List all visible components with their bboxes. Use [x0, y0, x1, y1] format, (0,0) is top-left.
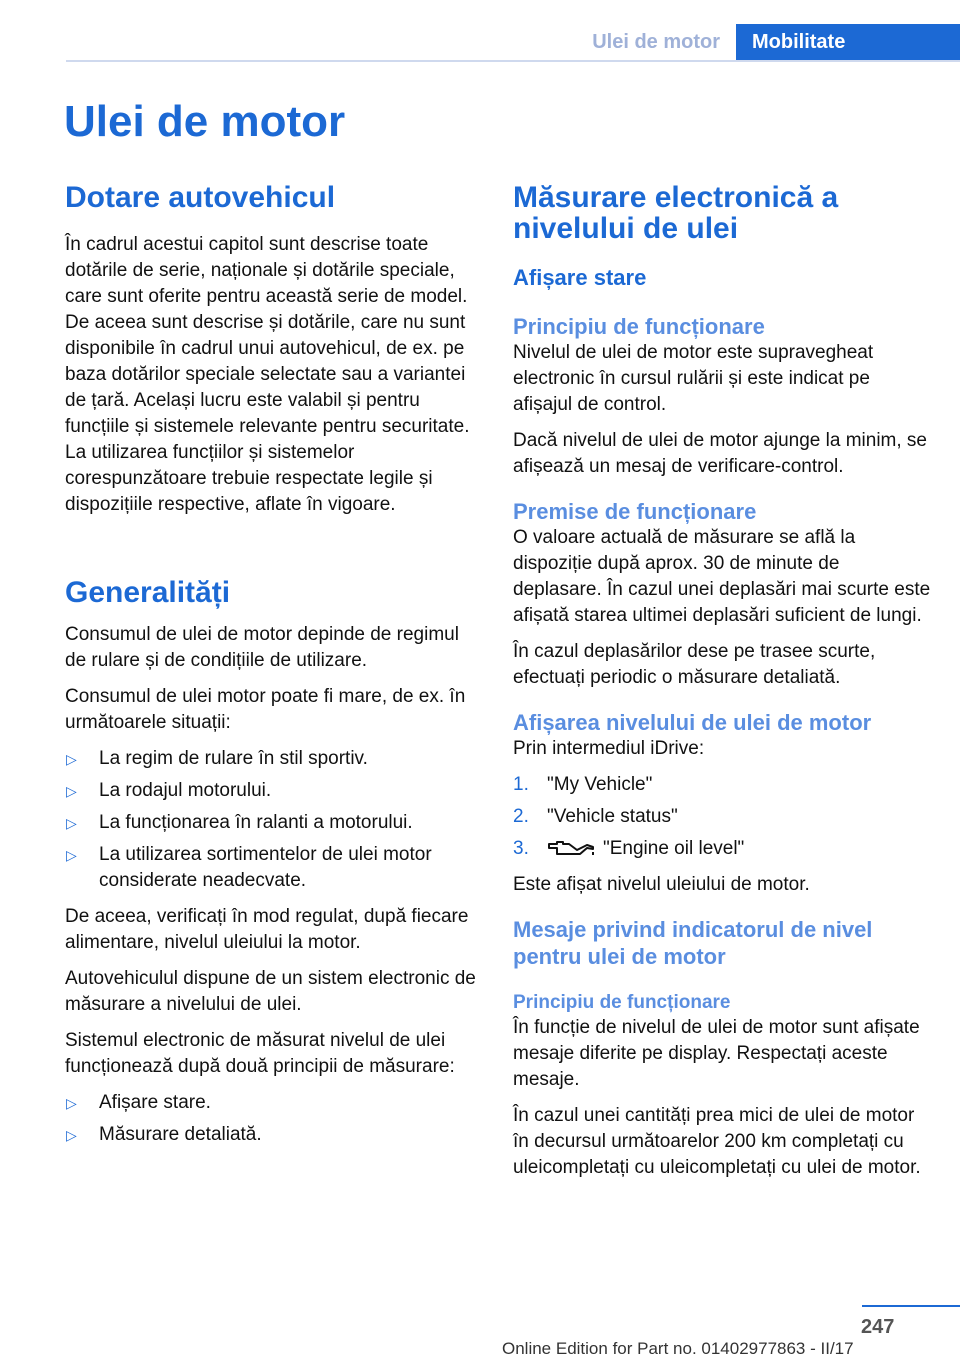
triangle-bullet-icon: ▷	[66, 783, 77, 799]
header-section-tab: Mobilitate	[736, 24, 960, 60]
oil-can-icon	[547, 839, 595, 857]
paragraph-general-3: De aceea, verificați în mod regulat, după fiecare alimentare, nivelul uleiului la motor.	[65, 906, 469, 953]
triangle-bullet-icon: ▷	[66, 847, 77, 863]
heading-afisare-stare: Afișare stare	[513, 265, 647, 290]
heading-principiu: Principiu de funcționare	[513, 314, 765, 339]
list-item: 1. "My Vehicle"	[513, 774, 653, 795]
left-column	[65, 182, 485, 1148]
heading-principiu-2: Principiu de funcționare	[513, 992, 731, 1013]
list-item: ▷ Afișare stare.	[65, 1090, 485, 1116]
list-item: ▷ La utilizarea sortimentelor de ulei motor considerate neadecvate.	[66, 844, 432, 891]
numbered-steps	[513, 772, 933, 862]
paragraph-general-2: Consumul de ulei motor poate fi mare, de ex. în următoarele situații:	[65, 686, 466, 733]
paragraph-principiu-1: Nivelul de ulei de motor este supravegheat electronic în cursul rulării și este indicat pe afișajul de control.	[513, 342, 874, 415]
page-title: Ulei de motor	[64, 97, 346, 146]
paragraph-mesaje-1: În funcție de nivelul de ulei de motor sunt afișate mesaje diferite pe display. Respectați aceste mesaje.	[513, 1017, 920, 1090]
paragraph-premise-1: O valoare actuală de măsurare se află la dispoziție după aprox. 30 de minute de deplasare. În cazul unei deplasări mai scurte este afișată starea ultimei deplasări suficient de lungi.	[513, 527, 931, 626]
header-chapter: Ulei de motor	[592, 31, 720, 53]
header-divider	[66, 60, 960, 62]
bullet-list-consumption	[65, 746, 485, 894]
triangle-bullet-icon: ▷	[66, 815, 77, 831]
paragraph-idrive: Prin intermediul iDrive:	[513, 738, 705, 759]
triangle-bullet-icon: ▷	[66, 751, 77, 767]
heading-masurare-electronica: Măsurare electronică a nivelului de ulei	[513, 181, 839, 245]
list-item: ▷ Măsurare detaliată.	[65, 1122, 485, 1148]
right-column	[513, 182, 933, 1181]
edition-note: Online Edition for Part no. 01402977863 - II/17	[502, 1339, 854, 1358]
triangle-bullet-icon: ▷	[66, 1095, 77, 1111]
heading-mesaje: Mesaje privind indicatorul de nivel pentru ulei de motor	[513, 917, 873, 969]
paragraph-dotare: În cadrul acestui capitol sunt descrise toate dotările de serie, naționale și dotările speciale, care sunt oferite pentru această serie de model. De aceea sunt descrise și dotările, care nu sunt disponibile în cadrul unui autovehicul, de ex. pe baza dotărilor speciale selectate sau a variantei de țară. Același lucru este valabil și pentru funcțiile și sistemele relevante pentru securitate. La utilizarea funcțiilor și sistemelor corespunzătoare trebuie respectate legile și dispozițiile respective, aflate în vigoare.	[65, 234, 470, 515]
bullet-list-principles	[65, 1090, 485, 1148]
paragraph-general-4: Autovehiculul dispune de un sistem electronic de măsurare a nivelului de ulei.	[65, 968, 476, 1015]
paragraph-afisat: Este afișat nivelul uleiului de motor.	[513, 874, 810, 895]
paragraph-premise-2: În cazul deplasărilor dese pe trasee scurte, efectuați periodic o măsurare detaliată.	[513, 641, 876, 688]
heading-dotare: Dotare autovehicul	[65, 181, 336, 214]
triangle-bullet-icon: ▷	[66, 1127, 77, 1143]
page-header	[0, 0, 960, 62]
paragraph-principiu-2: Dacă nivelul de ulei de motor ajunge la minim, se afișează un mesaj de verificare-control.	[513, 430, 927, 477]
paragraph-general-5: Sistemul electronic de măsurat nivelul de ulei funcționează după două principii de măsurare:	[65, 1030, 455, 1077]
paragraph-mesaje-2: În cazul unei cantități prea mici de ulei de motor în decursul următoarelor 200 km completați cu uleicompletați cu uleicompletați cu ulei de motor.	[513, 1105, 921, 1178]
page-number: 247	[861, 1316, 895, 1338]
list-item: ▷ La regim de rulare în stil sportiv.	[65, 746, 485, 772]
paragraph-general-1: Consumul de ulei de motor depinde de regimul de rulare și de condițiile de utilizare.	[65, 624, 459, 671]
heading-premise: Premise de funcționare	[513, 499, 757, 524]
heading-afisarea-nivelului: Afișarea nivelului de ulei de motor	[513, 710, 872, 735]
list-item: ▷ La funcționarea în ralanti a motorului.	[65, 810, 485, 836]
heading-generalitati: Generalități	[65, 576, 231, 609]
list-item: 3. "Engine oil level"	[513, 838, 745, 859]
list-item: 2. "Vehicle status"	[513, 806, 678, 827]
footer-divider	[862, 1305, 960, 1307]
list-item: ▷ La rodajul motorului.	[65, 778, 485, 804]
